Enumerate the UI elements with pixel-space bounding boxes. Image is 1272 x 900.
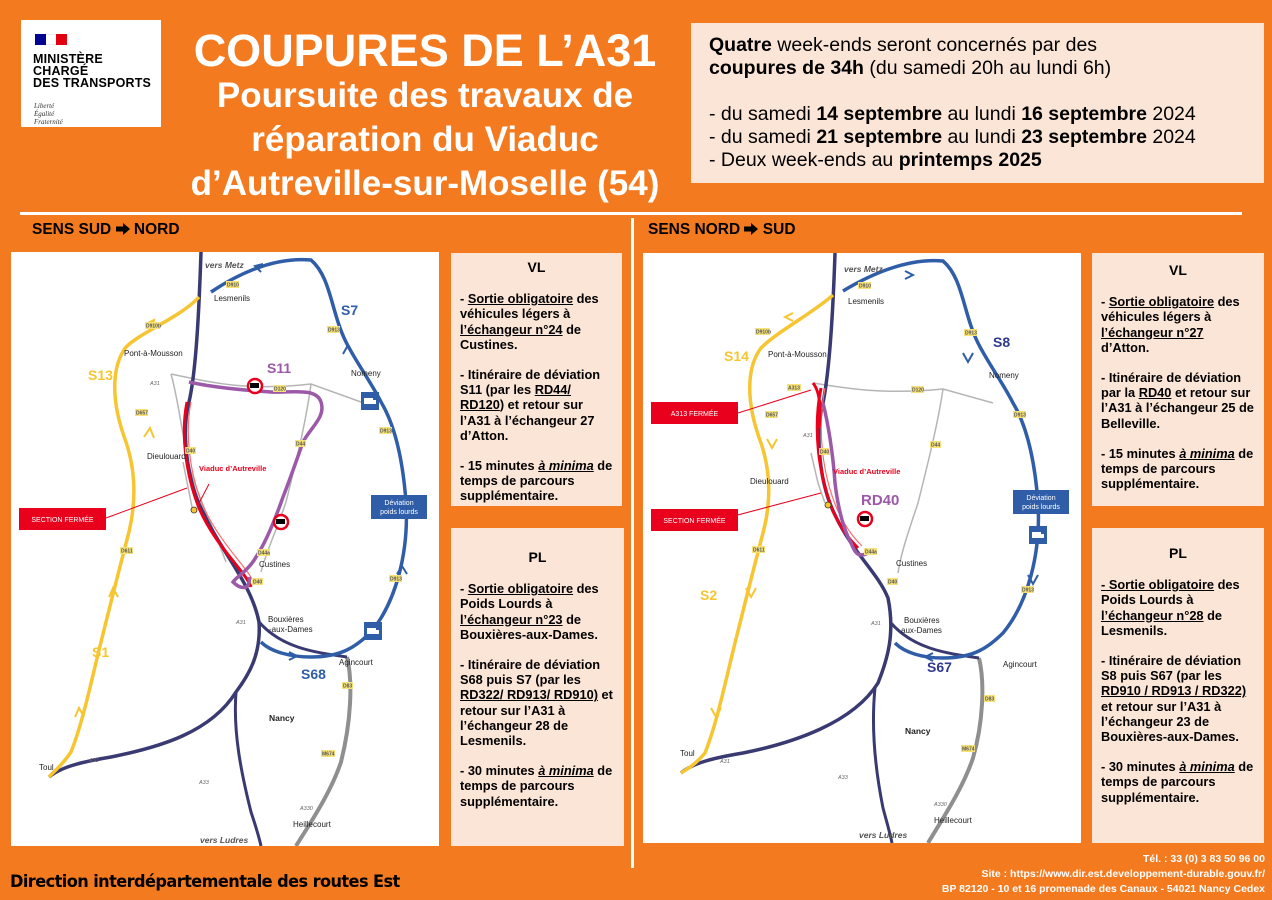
place-label: Pont-à-Mousson bbox=[768, 350, 827, 359]
road-label: A33 bbox=[199, 780, 209, 786]
place-label: Agincourt bbox=[1003, 660, 1037, 669]
ministry-name: MINISTÈRE CHARGÉ DES TRANSPORTS bbox=[33, 52, 152, 90]
place-label: Dieulouard bbox=[750, 477, 789, 486]
place-label: Lesmenils bbox=[214, 294, 251, 303]
panel-title: PL bbox=[1169, 545, 1187, 561]
road-label: A31 bbox=[803, 433, 813, 439]
heading-nord-sud: SENS NORD SUD bbox=[648, 221, 796, 238]
road-label: D120 bbox=[912, 387, 924, 394]
heading-sud-nord: SENS SUD NORD bbox=[32, 221, 180, 238]
place-label: Pont-à-Mousson bbox=[124, 349, 183, 358]
no-truck-icon bbox=[274, 515, 288, 529]
road-label: D44 bbox=[296, 441, 306, 448]
truck-icon bbox=[364, 622, 382, 640]
place-label: -aux-Dames bbox=[269, 625, 313, 634]
road-label: D913 bbox=[328, 327, 340, 334]
road-label: A313 bbox=[788, 385, 800, 392]
road-label: M674 bbox=[322, 751, 335, 758]
contact-address: BP 82120 - 10 et 16 promenade des Canaux - 54021 Nancy Cedex bbox=[941, 883, 1265, 895]
pl-deviation-route bbox=[843, 261, 1038, 658]
road-label: D120 bbox=[274, 386, 286, 393]
road-label: D910 bbox=[227, 282, 239, 289]
deviation-pl-label bbox=[1013, 490, 1069, 514]
road-label: D913 bbox=[1022, 587, 1034, 594]
road-label: A33 bbox=[838, 775, 848, 781]
road-label: D83 bbox=[985, 696, 995, 703]
map-svg bbox=[643, 253, 1081, 843]
road-label: D913 bbox=[380, 428, 392, 435]
place-label: aux-Dames bbox=[901, 626, 942, 635]
route-code: S68 bbox=[301, 666, 326, 682]
panel-title: VL bbox=[527, 259, 546, 275]
panel-paragraph: - Itinéraire de déviation S11 (par les RD44/ RD120) et retour sur l’A31 à l’échangeur 27 d’Atton. bbox=[460, 367, 601, 443]
panel-paragraph: - 30 minutes à minima de temps de parcours supplémentaire. bbox=[460, 763, 613, 809]
place-label: vers Metz bbox=[205, 260, 244, 270]
road-label: D44a bbox=[258, 550, 270, 557]
subtitle-line: d’Autreville-sur-Moselle (54) bbox=[190, 164, 660, 203]
road-label: D40 bbox=[253, 579, 263, 586]
road-label: D657 bbox=[766, 412, 778, 419]
route-code: S8 bbox=[993, 334, 1011, 350]
contact-phone: Tél. : 33 (0) 3 83 50 96 00 bbox=[1143, 853, 1265, 865]
page-title: COUPURES DE L’A31 bbox=[193, 25, 657, 76]
panel-title: PL bbox=[528, 549, 547, 565]
route-code: S2 bbox=[700, 587, 718, 603]
road-label: A31 bbox=[871, 621, 881, 627]
deviation-pl-label bbox=[371, 495, 427, 519]
road-label: A31 bbox=[720, 759, 730, 765]
road-label: D611 bbox=[121, 548, 133, 555]
svg-text:poids lourds: poids lourds bbox=[1022, 504, 1060, 511]
road-label: D40 bbox=[186, 448, 196, 455]
panel-title: VL bbox=[1169, 262, 1187, 278]
date-line: - du samedi 14 septembre au lundi 16 septembre 2024 bbox=[709, 103, 1196, 125]
panel-paragraph: - Sortie obligatoire des véhicules légers à l’échangeur n°27 d’Atton. bbox=[1101, 294, 1240, 355]
truck-icon bbox=[1029, 526, 1047, 544]
panel-paragraph: - Itinéraire de déviation S8 puis S67 (par les RD910 / RD913 / RD322) et retour sur l’A31 à l’échangeur 23 de Bouxières-aux-Dames. bbox=[1101, 653, 1247, 745]
road-label: M674 bbox=[962, 746, 975, 753]
road-a33 bbox=[873, 688, 892, 843]
date-line: - Deux week-ends au printemps 2025 bbox=[709, 149, 1042, 171]
route-code: S67 bbox=[927, 659, 952, 675]
pl-deviation-route bbox=[211, 260, 406, 657]
closure-info-box bbox=[691, 23, 1264, 183]
svg-text:SECTION FERMÉE: SECTION FERMÉE bbox=[31, 517, 94, 524]
viaduct-marker bbox=[191, 507, 197, 513]
route-code: RD40 bbox=[861, 492, 900, 509]
place-label: vers Ludres bbox=[859, 830, 908, 840]
place-label: Heillecourt bbox=[293, 820, 331, 829]
route-code: S13 bbox=[88, 367, 113, 383]
page-title-block bbox=[150, 25, 700, 206]
place-label: Viaduc d’Autreville bbox=[199, 464, 267, 473]
date-line: - du samedi 21 septembre au lundi 23 septembre 2024 bbox=[709, 126, 1196, 148]
road-label: D913 bbox=[1014, 412, 1026, 419]
svg-text:Déviation: Déviation bbox=[384, 500, 414, 507]
place-label: Nomeny bbox=[351, 369, 381, 378]
route-code: S7 bbox=[341, 302, 359, 318]
panel-paragraph: - 30 minutes à minima de temps de parcours supplémentaire. bbox=[1101, 759, 1254, 805]
vl-panel-nord-sud bbox=[1092, 253, 1264, 506]
no-truck-icon bbox=[858, 512, 872, 526]
a313-closed-label bbox=[651, 402, 738, 424]
route-code: S11 bbox=[267, 360, 292, 376]
pl-panel-sud-nord bbox=[451, 528, 624, 846]
map-svg bbox=[11, 252, 439, 846]
place-label: Lesmenils bbox=[848, 297, 885, 306]
svg-text:A313 FERMÉE: A313 FERMÉE bbox=[670, 411, 719, 418]
info-line: coupures de 34h (du samedi 20h au lundi 6h) bbox=[709, 57, 1112, 79]
route-code: S1 bbox=[92, 644, 110, 660]
place-label: Nomeny bbox=[989, 371, 1019, 380]
vl-deviation-rd40 bbox=[823, 403, 868, 555]
viaduct-marker bbox=[825, 502, 831, 508]
subtitle-line: réparation du Viaduc bbox=[251, 120, 599, 159]
place-label: Viaduc d’Autreville bbox=[833, 467, 901, 476]
pl-panel-nord-sud bbox=[1092, 528, 1264, 843]
road-label: D910b bbox=[756, 329, 772, 336]
road-label: D40 bbox=[888, 579, 898, 586]
road-label: D611 bbox=[753, 547, 765, 554]
road-label: A31 bbox=[89, 758, 99, 764]
place-label: Toul bbox=[680, 749, 695, 758]
road-label: D44a bbox=[865, 549, 877, 556]
place-label: Custines bbox=[896, 559, 928, 568]
road-label: D40 bbox=[820, 449, 830, 456]
road-label: D913 bbox=[390, 576, 402, 583]
road-label: D910b bbox=[146, 323, 162, 330]
motto: Liberté Égalité Fraternité bbox=[34, 102, 63, 126]
place-label: vers Ludres bbox=[200, 835, 249, 845]
ministry-logo bbox=[21, 20, 161, 127]
map-nord-sud bbox=[643, 253, 1081, 843]
subtitle-line: Poursuite des travaux de bbox=[216, 76, 634, 115]
section-closed-label bbox=[19, 508, 106, 530]
divider bbox=[631, 218, 634, 868]
section-pointer bbox=[730, 493, 821, 517]
place-label: Agincourt bbox=[339, 658, 373, 667]
panel-paragraph: - 15 minutes à minima de temps de parcours supplémentaire. bbox=[1101, 445, 1254, 492]
place-label: Nancy bbox=[905, 726, 931, 736]
route-code: S14 bbox=[724, 348, 749, 364]
road-label: D913 bbox=[965, 330, 977, 337]
vl-panel-sud-nord bbox=[451, 253, 622, 506]
road-label: A330 bbox=[300, 806, 313, 812]
road-label: A330 bbox=[934, 802, 947, 808]
road-a33 bbox=[235, 692, 261, 846]
road-label: D657 bbox=[136, 410, 148, 417]
road-label: A31 bbox=[150, 381, 160, 387]
place-label: Dieulouard bbox=[147, 452, 186, 461]
panel-paragraph: - Itinéraire de déviation S68 puis S7 (par les RD322/ RD913/ RD910) et retour sur l’A31 à l’échangeur 28 de Lesmenils. bbox=[460, 657, 613, 749]
svg-text:poids lourds: poids lourds bbox=[380, 509, 418, 516]
vl-route-yellow bbox=[681, 295, 833, 773]
road-label: D910 bbox=[859, 283, 871, 290]
info-line: Quatre week-ends seront concernés par des bbox=[709, 34, 1098, 56]
divider bbox=[20, 212, 1242, 215]
organization-name: Direction interdépartementale des routes Est bbox=[10, 872, 400, 892]
place-label: vers Metz bbox=[844, 264, 883, 274]
section-pointer bbox=[106, 488, 187, 518]
vl-route-yellow bbox=[49, 297, 199, 777]
no-truck-icon bbox=[248, 379, 262, 393]
contact-website[interactable]: Site : https://www.dir.est.developpement-durable.gouv.fr/ bbox=[981, 868, 1265, 880]
arrow-right-icon bbox=[744, 223, 758, 235]
place-label: Heillecourt bbox=[934, 816, 972, 825]
panel-paragraph: - Sortie obligatoire des véhicules légers à l’échangeur n°24 de Custines. bbox=[460, 291, 599, 352]
place-label: Nancy bbox=[269, 713, 295, 723]
panel-paragraph: - 15 minutes à minima de temps de parcours supplémentaire. bbox=[460, 458, 613, 504]
place-label: Bouxières bbox=[268, 615, 304, 624]
arrow-right-icon bbox=[116, 223, 130, 235]
place-label: Custines bbox=[259, 560, 291, 569]
closed-section bbox=[184, 402, 251, 587]
direction-arrows-blue bbox=[255, 264, 407, 660]
truck-icon bbox=[361, 392, 379, 410]
road-label: D44 bbox=[931, 442, 941, 449]
panel-paragraph: - Sortie obligatoire des Poids Lourds à l’échangeur n°28 de Lesmenils. bbox=[1101, 577, 1240, 638]
place-label: Toul bbox=[39, 763, 54, 772]
contact-block bbox=[942, 852, 1265, 897]
road-label: A31 bbox=[236, 620, 246, 626]
section-closed-label bbox=[651, 509, 738, 531]
svg-text:Déviation: Déviation bbox=[1026, 495, 1056, 502]
map-sud-nord bbox=[11, 252, 439, 846]
panel-paragraph: - Itinéraire de déviation par la RD40 et retour sur l’A31 à l’échangeur 25 de Belleville. bbox=[1101, 370, 1254, 431]
panel-paragraph: - Sortie obligatoire des Poids Lourds à l’échangeur n°23 de Bouxières-aux-Dames. bbox=[460, 581, 599, 642]
closed-section-edge bbox=[188, 402, 255, 585]
road-label: D83 bbox=[343, 683, 353, 690]
place-label: Bouxières bbox=[904, 616, 940, 625]
svg-text:SECTION FERMÉE: SECTION FERMÉE bbox=[663, 518, 726, 525]
french-flag-icon bbox=[35, 34, 67, 45]
secondary-roads bbox=[811, 383, 993, 573]
